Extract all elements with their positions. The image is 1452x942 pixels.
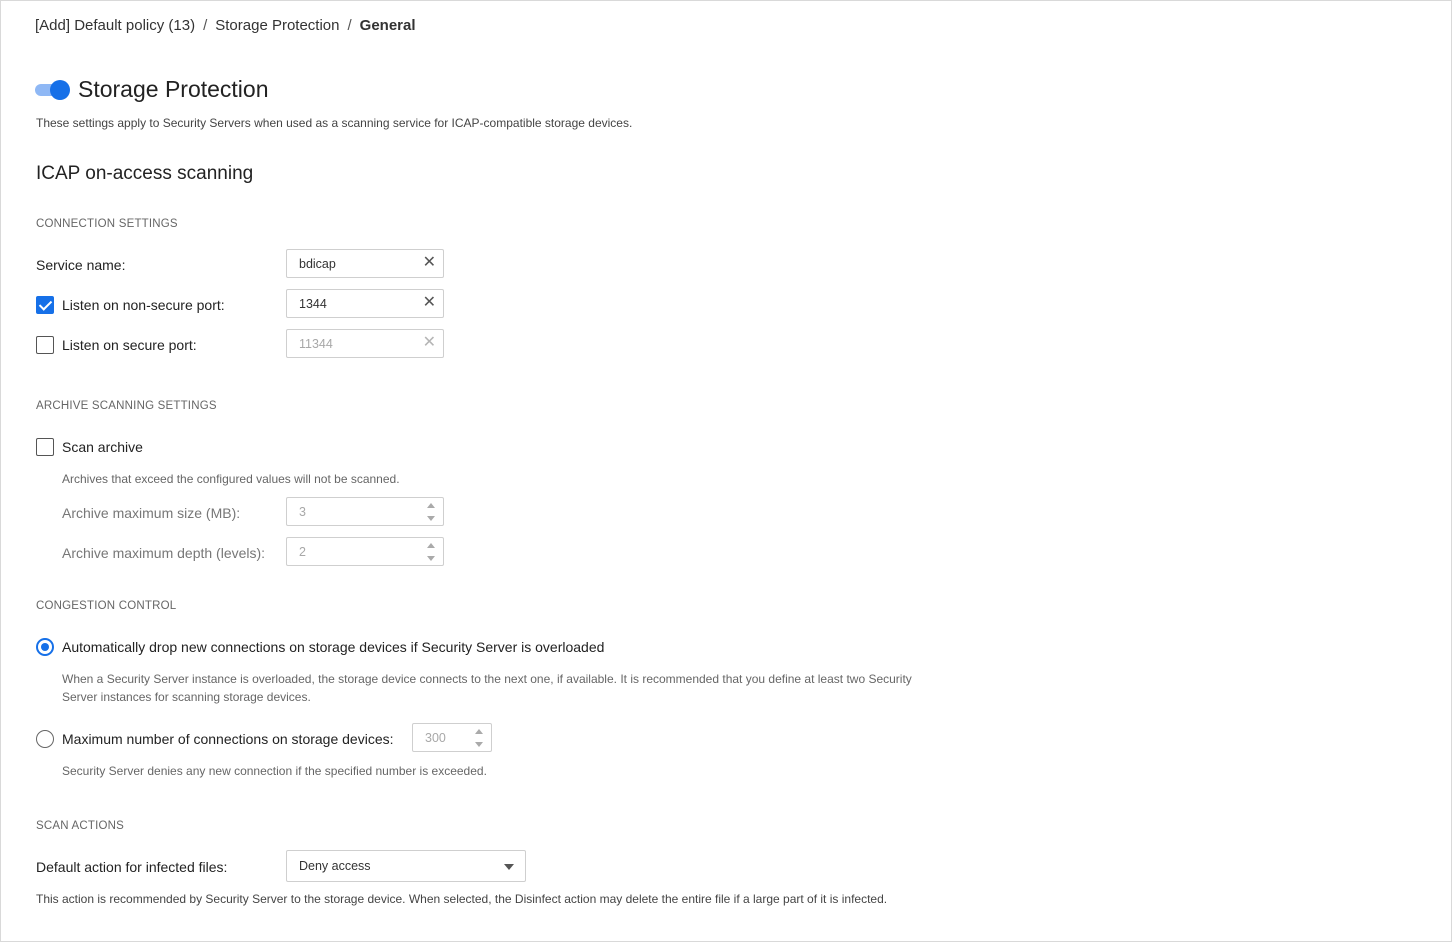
default-action-value: Deny access [299,859,371,873]
archive-settings-heading: ARCHIVE SCANNING SETTINGS [36,400,217,412]
scan-archive-label[interactable]: Scan archive [62,439,143,455]
default-action-label: Default action for infected files: [36,859,228,875]
page-description: These settings apply to Security Servers when used as a scanning service for ICAP-compatible storage devices. [36,116,633,130]
max-connections-value: 300 [425,731,446,745]
decrement-icon[interactable] [475,742,483,747]
breadcrumb-current: General [359,17,416,34]
decrement-icon[interactable] [427,556,435,561]
archive-max-depth-value: 2 [299,545,306,559]
breadcrumb-item-policy[interactable]: [Add] Default policy (13) [35,17,196,34]
auto-drop-radio[interactable] [36,638,54,656]
nonsecure-port-checkbox[interactable] [36,296,54,314]
clear-icon[interactable]: ✕ [422,294,436,311]
scan-actions-hint: This action is recommended by Security Server to the storage device. When selected, the Disinfect action may delete the entire file if a large part of it is infected. [36,892,888,906]
service-name-label: Service name: [36,257,126,273]
breadcrumb-separator: / [203,17,208,34]
breadcrumb-separator: / [347,17,352,34]
secure-port-label[interactable]: Listen on secure port: [62,337,197,353]
max-connections-hint: Security Server denies any new connection if the specified number is exceeded. [62,764,487,778]
nonsecure-port-label[interactable]: Listen on non-secure port: [62,297,225,313]
toggle-knob [50,80,70,100]
nonsecure-port-value: 1344 [299,297,327,311]
auto-drop-label[interactable]: Automatically drop new connections on storage devices if Security Server is overloaded [62,639,605,655]
secure-port-input[interactable] [286,329,444,358]
archive-hint: Archives that exceed the configured values will not be scanned. [62,472,400,486]
storage-protection-toggle[interactable] [35,80,71,100]
secure-port-value: 11344 [299,337,333,351]
increment-icon[interactable] [427,543,435,548]
max-connections-input[interactable] [412,723,492,752]
archive-max-depth-input[interactable] [286,537,444,566]
section-title: ICAP on-access scanning [36,163,254,184]
auto-drop-hint: When a Security Server instance is overloaded, the storage device connects to the next one, if available. It is recommended that you define at least two Security Server instances for scanning storage devices. [62,672,912,704]
chevron-down-icon[interactable] [504,864,514,870]
breadcrumb-item-storage-protection[interactable]: Storage Protection [215,17,340,34]
congestion-control-heading: CONGESTION CONTROL [36,600,177,612]
scan-archive-checkbox[interactable] [36,438,54,456]
decrement-icon[interactable] [427,516,435,521]
clear-icon[interactable]: ✕ [422,334,436,351]
secure-port-checkbox[interactable] [36,336,54,354]
archive-max-depth-label: Archive maximum depth (levels): [62,545,266,561]
service-name-input[interactable] [286,249,444,278]
increment-icon[interactable] [427,503,435,508]
scan-actions-heading: SCAN ACTIONS [36,820,125,832]
spinner-arrows[interactable] [427,541,435,563]
page-title: Storage Protection [78,76,269,102]
archive-max-size-input[interactable] [286,497,444,526]
archive-max-size-value: 3 [299,505,306,519]
nonsecure-port-input[interactable] [286,289,444,318]
default-action-select[interactable] [286,850,526,882]
service-name-value: bdicap [299,257,336,271]
max-connections-label[interactable]: Maximum number of connections on storage devices: [62,731,394,747]
increment-icon[interactable] [475,729,483,734]
clear-icon[interactable]: ✕ [422,254,436,271]
breadcrumb [35,17,416,34]
max-connections-radio[interactable] [36,730,54,748]
spinner-arrows[interactable] [475,727,483,749]
spinner-arrows[interactable] [427,501,435,523]
connection-settings-heading: CONNECTION SETTINGS [36,218,178,230]
archive-max-size-label: Archive maximum size (MB): [62,505,241,521]
